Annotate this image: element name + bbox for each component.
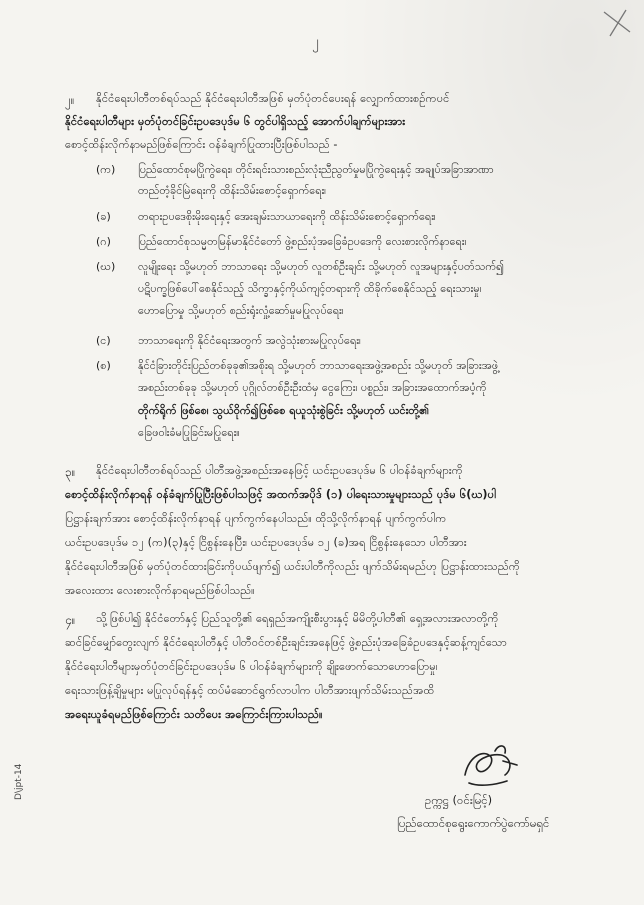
para3-line-1: နိုင်ငံရေးပါတီတစ်ရပ်သည် ပါတီအဖွဲ့အစည်းအနေဖြင့် ယင်းဥပဒေပုဒ်မ ၆ ပါဝန်ခံချက်များကို xyxy=(96,464,463,477)
para4-line-4: ရေးသားဖြန့်ချိမှုများ မပြုလုပ်ရန်နှင့် ထပ်မံဆောင်ရွက်လာပါက ပါတီအားဖျက်သိမ်းသည်အထိ xyxy=(65,684,435,697)
para4-number: ၄။ xyxy=(65,613,76,627)
list-item-ga xyxy=(96,231,606,253)
para2-line-2: နိုင်ငံရေးပါတီများ မှတ်ပုံတင်ခြင်းဥပဒေပုဒ်မ ၆ တွင်ပါရှိသည့် အောက်ပါချက်များအား xyxy=(65,115,406,128)
list-text: ပြည်ထောင်စုမပြိုကွဲရေး၊ တိုင်းရင်းသားစည်းလုံးညီညွတ်မှုမပြိုကွဲရေးနှင့် အချုပ်အခြာအာဏာ xyxy=(138,163,494,176)
list-item-ka xyxy=(96,159,606,205)
list-text: တရားဥပဒေစိုးမိုးရေးနှင့် အေးချမ်းသာယာရေးကို ထိန်းသိမ်းစောင့်ရှောက်ရေး၊ xyxy=(138,210,436,223)
side-reference-code: D\jpt-14 xyxy=(14,763,24,800)
list-text: အစည်းတစ်ခုခု သို့မဟုတ် ပုဂ္ဂိုလ်တစ်ဦးဦးထံမှ ငွေကြေး၊ ပစ္စည်း၊ အခြားအထောက်အပံ့ကို xyxy=(138,381,487,394)
para4-line-5: အရေးယူခံရမည်ဖြစ်ကြောင်း သတိပေး အကြောင်းကြားပါသည်။ xyxy=(65,708,323,721)
list-text: တိုက်ရိုက် ဖြစ်စေ၊ သွယ်ဝိုက်၍ဖြစ်စေ ရယူသုံးစွဲခြင်း သို့မဟုတ် ယင်းတို့၏ xyxy=(138,404,429,417)
list-label: (ဃ) xyxy=(96,260,116,273)
handwritten-signature xyxy=(455,735,535,795)
para4-line-1: သို့ဖြစ်ပါ၍ နိုင်ငံတော်နှင့် ပြည်သူတို့၏ ရေရှည်အကျိုးစီးပွားနှင့် မိမိတို့ပါတီ၏ ရှေ့အလားအလာတို့ကို xyxy=(96,612,499,625)
para2-line-3: စောင့်ထိန်းလိုက်နာမည်ဖြစ်ကြောင်း ဝန်ခံချက်ပြုထားပြီးဖြစ်ပါသည် - xyxy=(65,138,338,151)
list-item-nga xyxy=(96,330,606,352)
corner-fold-mark xyxy=(596,6,636,46)
list-text: ပဋိပက္ခဖြစ်ပေါ်စေနိုင်သည့် သိက္ခာနှင့်ကိုယ်ကျင့်တရားကို ထိခိုက်စေနိုင်သည့် ရေးသားမှု၊ xyxy=(138,282,482,295)
list-item-gha xyxy=(96,256,606,324)
list-text: တည်တံ့ခိုင်မြဲရေးကို ထိန်းသိမ်းစောင့်ရှောက်ရေး၊ xyxy=(138,184,327,197)
list-text: ဘာသာရေးကို နိုင်ငံရေးအတွက် အလွဲသုံးစားမပြုလုပ်ရေး၊ xyxy=(138,334,361,347)
list-label: (ဂ) xyxy=(96,235,111,248)
list-label: (ခ) xyxy=(96,210,111,223)
para3-line-4: ယင်းဥပဒေပုဒ်မ ၁၂ (က)(၃)နှင့် ငြိစွန်းနေပြီး၊ ယင်းဥပဒေပုဒ်မ ၁၂ (ခ)အရ ငြိစွန်းနေသော ပါတီအား xyxy=(65,536,467,549)
para4-line-3: နိုင်ငံရေးပါတီများမှတ်ပုံတင်ခြင်းဥပဒေပုဒ်မ ၆ ပါဝန်ခံချက်များကို ချိုးဖောက်သောဟောပြောမှု၊ xyxy=(65,660,438,673)
list-item-sa xyxy=(96,355,606,447)
signatory-name: ဥက္ကဋ္ဌ (ဝင်းမြင့်) xyxy=(425,793,493,807)
para3-number: ၃။ xyxy=(65,465,76,479)
para2-number: ၂။ xyxy=(65,93,75,107)
list-item-kha xyxy=(96,206,606,228)
list-label: (င) xyxy=(96,334,111,347)
list-text: လူမျိုးရေး သို့မဟုတ် ဘာသာရေး သို့မဟုတ် လူတစ်ဦးချင်း သို့မဟုတ် လူအများနှင့်ပတ်သက်၍ xyxy=(138,260,505,273)
list-label: (က) xyxy=(96,163,116,176)
para4-line-2: ဆင်ခြင်မျှော်တွေးလျက် နိုင်ငံရေးပါတီနှင့် ပါတီဝင်တစ်ဦးချင်းအနေဖြင့် ဖွဲ့စည်းပုံအခြေခံဥပဒေနှင့်ဆန့်ကျင်သော xyxy=(65,636,507,649)
para3-line-5: နိုင်ငံရေးပါတီအဖြစ် မှတ်ပုံတင်ထားခြင်းကိုပယ်ဖျက်၍ ယင်းပါတီကိုလည်း ဖျက်သိမ်းရမည်ဟု ပြဋ္ဌာန်းထားသည်ကို xyxy=(65,560,520,573)
page-number: ၂ xyxy=(312,34,319,50)
para3-line-3: ပြဋ္ဌာန်းချက်အား စောင့်ထိန်းလိုက်နာရန် ပျက်ကွက်နေပါသည်။ ထိုသို့လိုက်နာရန် ပျက်ကွက်ပါက xyxy=(65,512,447,525)
list-text: ခြေဖ၀ါးခံမပြုခြင်းမပြုရေး။ xyxy=(138,426,240,439)
list-text: ပြည်ထောင်စုသမ္မတမြန်မာနိုင်ငံတော် ဖွဲ့စည်းပုံအခြေခံဥပဒေကို လေးစားလိုက်နာရေး၊ xyxy=(138,235,467,248)
list-text: ဟောပြောမှု သို့မဟုတ် စည်းရုံးလှုံ့ဆော်မှုမပြုလုပ်ရေး၊ xyxy=(138,304,344,317)
para2-line-1: နိုင်ငံရေးပါတီတစ်ရပ်သည် နိုင်ငံရေးပါတီအဖြစ် မှတ်ပုံတင်ပေးရန် လျှောက်ထားစဉ်ကပင် xyxy=(96,92,450,105)
para3-line-2: စောင့်ထိန်းလိုက်နာရန် ဝန်ခံချက်ပြုပြီးဖြစ်ပါသဖြင့် အထက်အပိုဒ် (၁) ပါရေးသားမှုများသည် ပုဒ်မ ၆(ဃ)ပါ xyxy=(65,488,497,501)
para3-line-6: အလေးထား လေးစားလိုက်နာရမည်ဖြစ်ပါသည်။ xyxy=(65,584,255,597)
list-text: နိုင်ငံခြားတိုင်းပြည်တစ်ခုခု၏အစိုးရ သို့မဟုတ် ဘာသာရေးအဖွဲ့အစည်း သို့မဟုတ် အခြားအဖွဲ့ xyxy=(138,359,499,372)
list-label: (စ) xyxy=(96,359,111,372)
signatory-title: ပြည်ထောင်စုရွေးကောက်ပွဲကော်မရှင် xyxy=(397,816,550,830)
